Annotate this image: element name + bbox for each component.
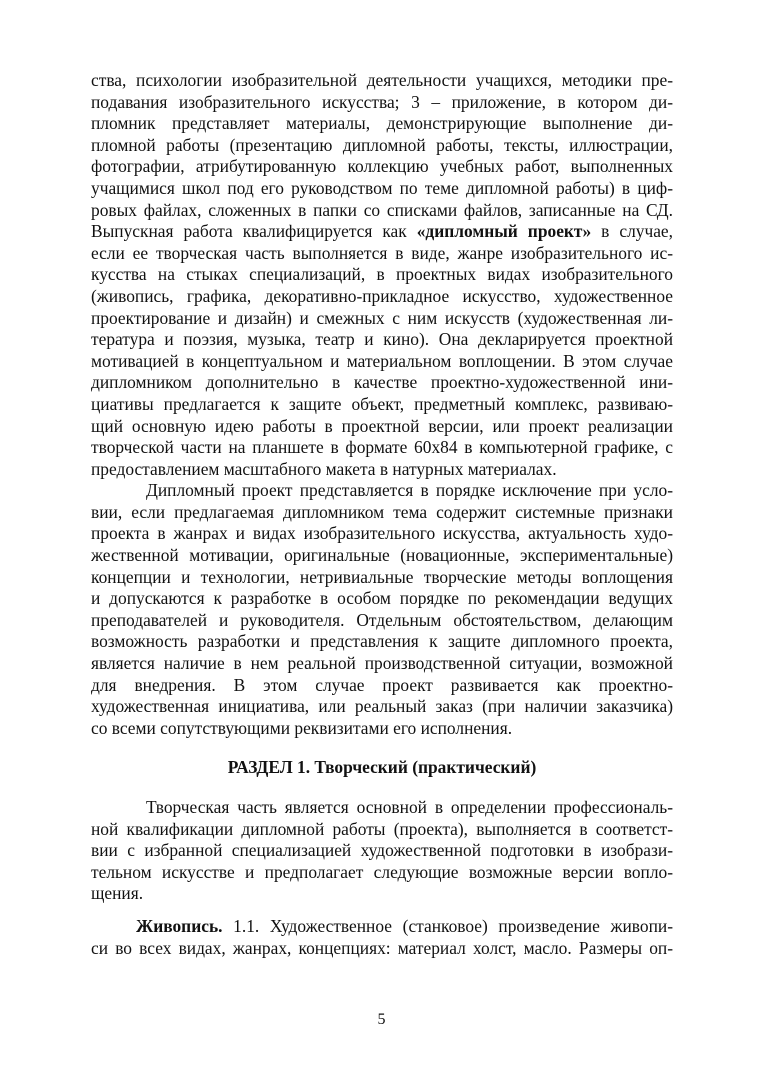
text-line: возможность разработки и представления к защите дипломного проекта, [91, 631, 673, 652]
text-line: проекта в жанрах и видах изобразительного искусства, актуальность худо- [91, 523, 673, 544]
text-line: творческой части на планшете в формате 60х84 в компьютерной графике, с [91, 437, 673, 458]
text-line: дипломником дополнительно в качестве проектно-художественной ини- [91, 372, 673, 393]
text-run: в случае, [591, 221, 673, 242]
paragraph-5 [91, 916, 673, 959]
text-line: щий основную идею работы в проектной версии, или проект реализации [91, 415, 673, 436]
text-line: тельном искусстве и предполагает следующие возможные версии вопло- [91, 861, 673, 882]
section-heading: РАЗДЕЛ 1. Творческий (практический) [227, 757, 537, 777]
text-line: циативы предлагается к защите объект, предметный комплекс, развиваю- [91, 393, 673, 414]
text-line: мотивацией в концептуальном и материальном воплощении. В этом случае [91, 350, 673, 371]
bold-term: Живопись. [136, 916, 223, 936]
text-line: если ее творческая часть выполняется в виде, жанре изобразительного ис- [91, 242, 673, 263]
text-line: ной квалификации дипломной работы (проекта), выполняется в соответст- [91, 818, 673, 839]
text-line: художественная инициатива, или реальный заказ (при наличии заказчика) [91, 696, 673, 717]
document-body [91, 70, 673, 739]
text-line: си во всех видах, жанрах, концепциях: материал холст, масло. Размеры оп- [91, 937, 673, 958]
text-line: Творческая часть является основной в определении профессиональ- [146, 797, 673, 817]
text-line: подавания изобразительного искусства; 3 – приложение, в котором ди- [91, 91, 673, 112]
text-line: концепции и технологии, нетривиальные творческие методы воплощения [91, 566, 673, 587]
text-line: со всеми сопутствующими реквизитами его исполнения. [91, 717, 513, 738]
text-line: вии, если предлагаемая дипломником тема содержит системные признаки [91, 501, 673, 522]
text-line: щения. [91, 883, 144, 904]
text-line: преподавателей и руководителя. Отдельным обстоятельством, делающим [91, 609, 673, 630]
text-line [91, 221, 673, 243]
bold-term: «дипломный проект» [416, 221, 592, 242]
text-line: учащимися школ под его руководством по теме дипломной работы) в циф- [91, 177, 673, 198]
text-line: Дипломный проект представляется в порядке исключение при усло- [146, 480, 673, 501]
text-line: пломник представляет материалы, демонстрирующие выполнение ди- [91, 113, 673, 134]
page-number: 5 [377, 1011, 386, 1028]
text-line: для внедрения. В этом случае проект развивается как проектно- [91, 674, 673, 695]
text-line: фотографии, атрибутированную коллекцию учебных работ, выполненных [91, 156, 673, 177]
paragraph-4 [91, 797, 673, 905]
paragraph-1 [91, 70, 673, 221]
text-line: ровых файлах, сложенных в папки со списками файлов, записанные на СД. [91, 199, 673, 220]
text-line: вии с избранной специализацией художественной подготовки в изобрази- [91, 840, 673, 861]
text-line: ства, психологии изобразительной деятельности учащихся, методики пре- [91, 70, 673, 90]
text-line: предоставлением масштабного макета в натурных материалах. [91, 458, 557, 479]
text-line: проектирование и дизайн) и смежных с ним искусств (художественная ли- [91, 307, 673, 328]
text-line: и допускаются к разработке в особом порядке по рекомендации ведущих [91, 588, 673, 609]
text-run: Выпускная работа квалифицируется как [91, 221, 417, 242]
text-line: пломной работы (презентацию дипломной работы, тексты, иллюстрации, [91, 134, 673, 155]
text-run: 1.1. Художественное (станковое) произведение живопи- [222, 916, 673, 936]
text-line: кусства на стыках специализаций, в проектных видах изобразительного [91, 264, 673, 285]
text-line: жественной мотивации, оригинальные (новационные, экспериментальные) [91, 545, 673, 566]
text-line: является наличие в нем реальной производственной ситуации, возможной [91, 653, 673, 674]
text-line: (живопись, графика, декоративно-прикладное искусство, художественное [91, 285, 673, 306]
text-line: тература и поэзия, музыка, театр и кино). Она декларируется проектной [91, 329, 673, 350]
paragraph-3 [91, 480, 673, 739]
paragraph-2 [91, 221, 673, 480]
text-line [91, 916, 673, 938]
